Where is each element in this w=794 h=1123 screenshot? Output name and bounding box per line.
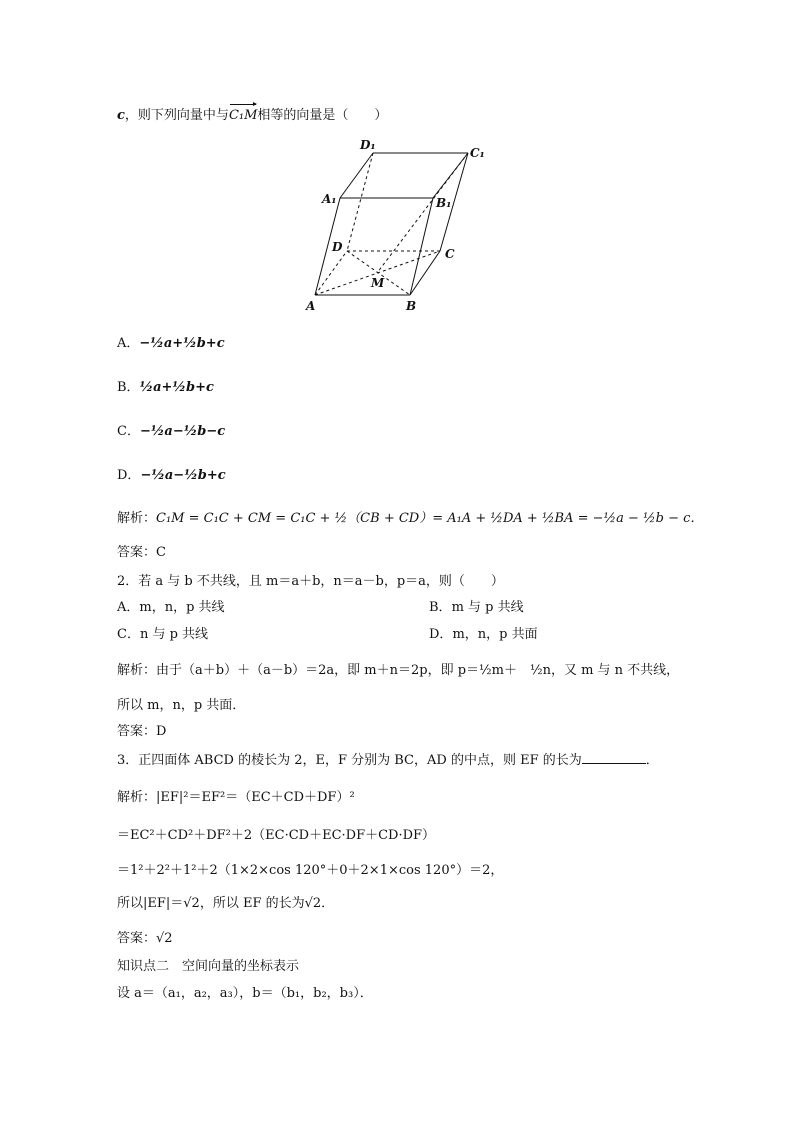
option-label: B． [429,600,452,615]
q1-option-a [117,335,225,353]
label-D: D [332,240,343,254]
answer-blank [582,763,646,764]
q3-analysis-line1: 解析：|EF|²＝EF²＝（EC＋CD＋DF）² [117,790,355,805]
label-C: C [445,247,455,261]
q1-stem-vector: C₁M [229,103,257,125]
q2-options-row2 [117,626,538,644]
option-label: D． [117,468,141,483]
q3-stem [117,752,659,770]
analysis-label: 解析： [117,511,157,526]
q1-option-d [117,467,226,485]
q1-answer: 答案：C [117,545,166,560]
q2-analysis-line2: 所以 m，n，p 共面． [117,698,246,713]
option-label: A． [117,336,140,351]
parallelepiped-figure [300,135,500,320]
option-label: A． [117,600,140,615]
q1-stem-prefix: c [117,108,125,123]
q3-stem-end: ． [645,753,659,768]
q3-answer: 答案：√2 [117,931,173,946]
option-label: D． [429,627,453,642]
option-text: m，n，p 共线 [139,600,225,615]
option-text: m，n，p 共面 [452,627,538,642]
option-label: C． [117,424,140,439]
label-M: M [371,276,385,290]
q3-stem-text: 3．正四面体 ABCD 的棱长为 2，E，F 分别为 BC，AD 的中点，则 EF 的长为 [117,753,582,768]
section-intro: 设 a＝（a₁，a₂，a₃），b＝（b₁，b₂，b₃）． [117,986,373,1001]
parallelepiped-diagram [300,135,500,320]
q3-analysis-line2: ＝EC²＋CD²＋DF²＋2（EC·CD＋EC·DF＋CD·DF） [117,828,436,843]
q1-option-c [117,423,225,441]
q2-analysis-line1: 解析：由于（a＋b）＋（a－b）＝2a，即 m＋n＝2p，即 p＝½m＋ ½n，又 m 与 n 不共线， [117,663,680,678]
q1-stem-suffix: 相等的向量是（ ） [257,108,388,123]
q2-stem: 2．若 a 与 b 不共线，且 m＝a＋b，n＝a－b，p＝a，则（ ） [117,574,504,589]
option-text: −½a−½b+c [140,468,226,483]
q1-option-b [117,379,214,397]
label-B: B [406,299,417,313]
section-title: 知识点二 空间向量的坐标表示 [117,959,300,974]
option-text: −½a+½b+c [139,336,225,351]
label-D1: D₁ [360,138,376,152]
option-label: B． [117,380,140,395]
option-text: n 与 p 共线 [139,627,209,642]
option-label: C． [117,627,140,642]
label-B1: B₁ [436,196,452,210]
label-C1: C₁ [470,146,485,160]
q2-options-row1 [117,599,524,617]
label-A1: A₁ [322,192,337,206]
analysis-text: C₁M = C₁C + CM = C₁C + ½（CB + CD）= A₁A + ½DA + ½BA = −½a − ½b − c． [156,511,704,526]
q3-analysis-line3: ＝1²＋2²＋1²＋2（1×2×cos 120°＋0＋2×1×cos 120°）＝2， [117,863,504,878]
label-A: A [306,299,316,313]
option-text: m 与 p 共线 [451,600,524,615]
q1-stem-text: ，则下列向量中与 [124,108,229,123]
q2-answer: 答案：D [117,724,167,739]
q1-stem [117,103,387,125]
q3-analysis-line4: 所以|EF|＝√2，所以 EF 的长为√2． [117,896,335,911]
option-text: −½a−½b−c [139,424,226,439]
q1-analysis [117,510,703,528]
option-text: ½a+½b+c [139,380,214,395]
